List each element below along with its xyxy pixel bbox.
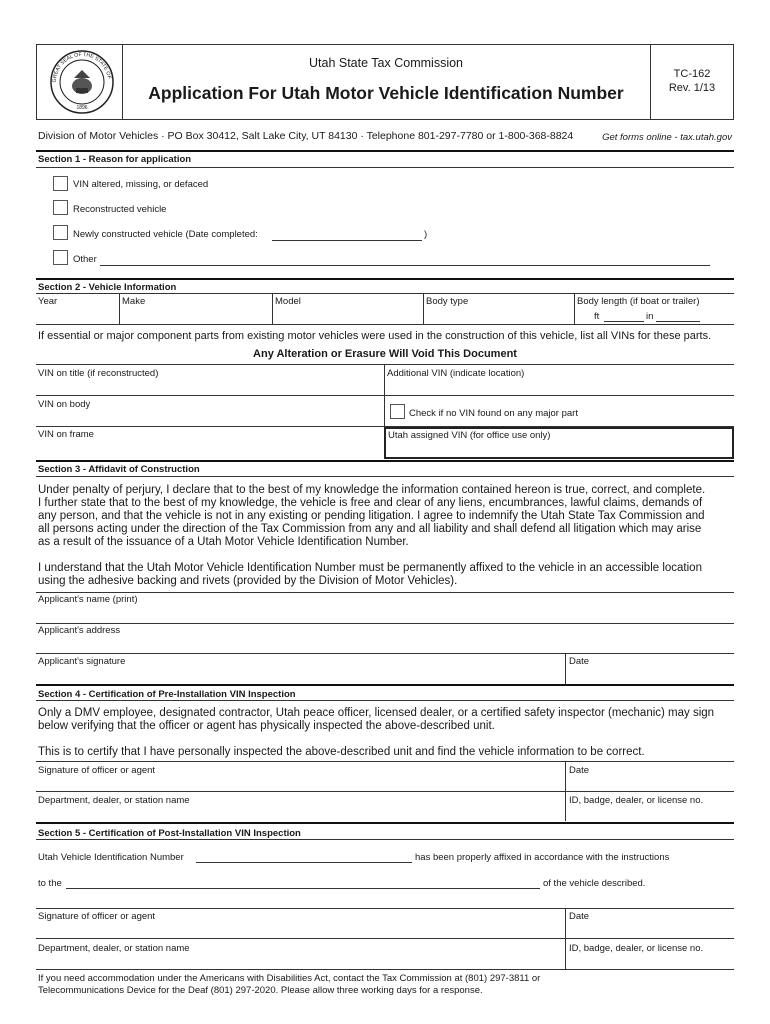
checkbox-newly-constructed[interactable] — [53, 225, 68, 240]
checkbox-other[interactable] — [53, 250, 68, 265]
post-id-badge-field[interactable]: ID, badge, dealer, or license no. — [569, 943, 704, 954]
post-department-field[interactable]: Department, dealer, or station name — [38, 943, 190, 954]
section5-title-rule — [36, 839, 734, 840]
section2-title: Section 2 - Vehicle Information — [38, 282, 177, 293]
certify-text: This is to certify that I have personally inspected the above-described unit and find the vehicle information to be correct. — [38, 746, 645, 758]
applicant-name-field[interactable]: Applicant's name (print) — [38, 594, 138, 605]
close-paren: ) — [424, 229, 428, 240]
utah-vin-label: Utah assigned VIN (for office use only) — [388, 430, 551, 441]
col-divider — [272, 293, 273, 324]
section3-title: Section 3 - Affidavit of Construction — [38, 464, 200, 475]
in-field[interactable] — [656, 321, 700, 322]
field-rule — [36, 592, 734, 593]
field-rule — [36, 623, 734, 624]
section1-title: Section 1 - Reason for application — [38, 154, 192, 165]
form-revision: Rev. 1/13 — [668, 82, 716, 94]
field-rule — [36, 908, 734, 909]
void-warning: Any Alteration or Erasure Will Void This Document — [253, 348, 517, 360]
option-vin-altered: VIN altered, missing, or defaced — [73, 179, 209, 190]
agency-name: Utah State Tax Commission — [309, 56, 463, 70]
to-the-label: to the — [38, 878, 62, 889]
text-line: I understand that the Utah Motor Vehicle Identification Number must be permanently affixed to the vehicle in an accessible location — [38, 562, 702, 574]
affidavit-paragraph — [38, 484, 705, 549]
checkbox-reconstructed[interactable] — [53, 200, 68, 215]
section4-title: Section 4 - Certification of Pre-Installation VIN Inspection — [38, 689, 296, 700]
svg-text:THE GREAT SEAL OF THE STATE OF: GREAT SEAL OF THE STATE OF — [51, 51, 112, 83]
address-line: Division of Motor Vehicles · PO Box 30412, Salt Lake City, UT 84130 · Telephone 801-297-7780 or 1-800-368-8824 — [38, 130, 574, 142]
vin-title-label: VIN on title (if reconstructed) — [38, 368, 159, 379]
text-line: I further state that to the best of my knowledge, the vehicle is free and clear of any liens, encumbrances, lawful claims, demands of — [38, 497, 703, 509]
svg-text:1896: 1896 — [76, 105, 88, 111]
vin-rule — [36, 395, 734, 396]
in-label: in — [646, 311, 654, 322]
ft-field[interactable] — [604, 321, 644, 322]
instructions-field[interactable] — [66, 888, 540, 889]
other-field[interactable] — [100, 265, 710, 266]
section2-title-rule — [36, 293, 734, 294]
field-rule — [36, 969, 734, 970]
officer-signature-field[interactable]: Signature of officer or agent — [38, 765, 156, 776]
utah-vin-field[interactable] — [196, 862, 412, 863]
described-text: of the vehicle described. — [543, 878, 646, 889]
additional-vin-label: Additional VIN (indicate location) — [387, 368, 525, 379]
pre-inspection-paragraph — [38, 707, 714, 733]
text-line: below verifying that the officer or agent has physically inspected the above-described unit. — [38, 720, 495, 732]
body-type-label: Body type — [426, 296, 469, 307]
vehicle-row-rule — [36, 324, 734, 325]
text-line: any person, and that the vehicle is not in any existing or pending litigation. I agree to indemnify the Utah State Tax Commission and — [38, 510, 705, 522]
form-number: TC-162 — [673, 68, 711, 80]
applicant-address-field[interactable]: Applicant's address — [38, 625, 121, 636]
field-rule — [36, 761, 734, 762]
field-rule — [36, 938, 734, 939]
section4-title-rule — [36, 700, 734, 701]
model-label: Model — [275, 296, 301, 307]
option-reconstructed: Reconstructed vehicle — [73, 204, 167, 215]
checkbox-vin-altered[interactable] — [53, 176, 68, 191]
officer-date-field[interactable]: Date — [569, 765, 590, 776]
post-officer-signature-field[interactable]: Signature of officer or agent — [38, 911, 156, 922]
no-vin-label: Check if no VIN found on any major part — [409, 408, 578, 419]
text-line: Only a DMV employee, designated contractor, Utah peace officer, licensed dealer, or a certified safety inspector (mechanic) may sign — [38, 707, 715, 719]
text-line: Under penalty of perjury, I declare that to the best of my knowledge the information contained hereon is true, correct, and complete. — [38, 484, 706, 496]
state-seal-icon — [48, 48, 116, 116]
text-line: all persons acting under the direction of the Tax Commission from any and all liability and shall defend all litigation which may arise — [38, 523, 702, 535]
id-badge-field[interactable]: ID, badge, dealer, or license no. — [569, 795, 704, 806]
field-rule — [36, 791, 734, 792]
text-line: If you need accommodation under the Americans with Disabilities Act, contact the Tax Commission at (801) 297-3811 or — [38, 973, 541, 984]
applicant-signature-field[interactable]: Applicant's signature — [38, 656, 126, 667]
make-label: Make — [122, 296, 146, 307]
date-divider — [565, 653, 566, 684]
text-line: using the adhesive backing and rivets (provided by the Division of Motor Vehicles). — [38, 575, 458, 587]
section5-title: Section 5 - Certification of Post-Installation VIN Inspection — [38, 828, 301, 839]
col-divider — [119, 293, 120, 324]
section2-rule — [36, 278, 734, 280]
section5-rule — [36, 822, 734, 824]
vin-rule — [36, 364, 734, 365]
date-completed-field[interactable] — [272, 240, 422, 241]
field-rule — [36, 653, 734, 654]
section3-rule — [36, 460, 734, 462]
section1-rule — [36, 150, 734, 152]
col-divider — [574, 293, 575, 324]
checkbox-no-vin[interactable] — [390, 404, 405, 419]
option-newly-constructed: Newly constructed vehicle (Date completed: — [73, 229, 258, 240]
vin-frame-label: VIN on frame — [38, 429, 94, 440]
section3-title-rule — [36, 476, 734, 477]
ft-label: ft — [594, 311, 600, 322]
affixed-text: has been properly affixed in accordance with the instructions — [415, 852, 670, 863]
utah-vin-line-label: Utah Vehicle Identification Number — [38, 852, 184, 863]
text-line: as a result of the issuance of a Utah Motor Vehicle Identification Number. — [38, 536, 409, 548]
post-officer-date-field[interactable]: Date — [569, 911, 590, 922]
option-other: Other — [73, 254, 97, 265]
component-instructions: If essential or major component parts from existing motor vehicles were used in the construction of this vehicle, list all VINs for these parts. — [38, 330, 712, 342]
department-field[interactable]: Department, dealer, or station name — [38, 795, 190, 806]
applicant-date-field[interactable]: Date — [569, 656, 590, 667]
text-line: Telecommunications Device for the Deaf (801) 297-2020. Please allow three working days for a response. — [38, 985, 483, 996]
ada-notice — [38, 973, 540, 997]
affix-paragraph — [38, 562, 702, 588]
vin-body-label: VIN on body — [38, 399, 91, 410]
section4-rule — [36, 684, 734, 686]
body-length-label: Body length (if boat or trailer) — [577, 296, 700, 307]
year-label: Year — [38, 296, 58, 307]
section1-title-rule — [36, 167, 734, 168]
col-divider — [423, 293, 424, 324]
form-title: Application For Utah Motor Vehicle Identification Number — [148, 83, 624, 103]
forms-online: Get forms online - tax.utah.gov — [602, 132, 732, 143]
